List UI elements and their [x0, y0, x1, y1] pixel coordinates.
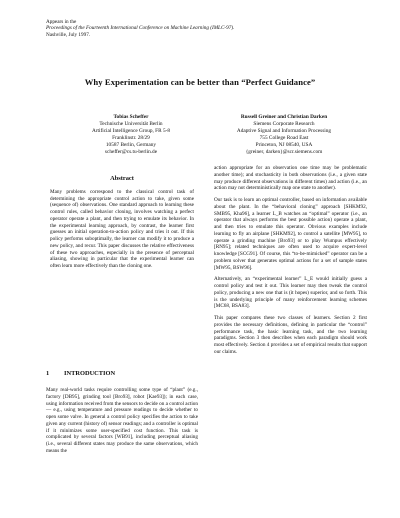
email-line: scheffer@cs.tu-berlin.de [104, 149, 158, 156]
venue-date-line: Nashville, July 1997. [46, 31, 91, 38]
section-number: 1 [46, 370, 50, 377]
appears-line-1: Appears in the [46, 19, 77, 25]
abstract-section [46, 176, 198, 275]
paper-title: Why Experimentation can be better than “Perfect Guidance” [84, 77, 316, 87]
email-line: {greiner, darken}@scr.siemens.com [245, 149, 323, 156]
author-name: Tobias Scheffer [113, 114, 149, 120]
affiliation-line: Artificial Intelligence Group, FR 5-8 [91, 128, 171, 135]
proceedings-line: Proceedings of the Fourteenth International Conference on Machine Learning (IMLC-97). [46, 25, 235, 32]
paragraph: Alternatively, an “experimental learner” L_E would initially guess a control policy and test it out. This learner may then tweak the control policy, producing a new one that is (it hopes) superior, and so forth. This is the underlying principle of many reinforcement learning schemes [MC68, BSA83]. [214, 276, 367, 310]
author-name: Russell Greiner and Christian Darken [240, 114, 328, 120]
section-heading [46, 370, 198, 377]
abstract-text: Many problems correspond to the classical control task of determining the appropriate control action to take, given some (sequence of) observations. One standard approach to learning these control rules, called behavior cloning, involves watching a perfect operator operate a plant, and then trying to emulate its behavior. In the experimental learning approach, by contrast, the learner first guesses an initial operation-to-action policy and tries it out. If this policy performs suboptimally, the learner can modify it to produce a new policy, and recur. This paper discusses the relative effectiveness of these two approaches, especially in the presence of perceptual aliasing, showing in particular that the experimental learner can often learn more effectively than the cloning one. [50, 188, 194, 269]
right-column [214, 165, 367, 361]
paragraph: action appropriate for an observation one time may be problematic another time); and stochasticity in both observations (i.e., a given state may produce different observations in different times) and action (i.e., an action may not deterministically map one state to another). [214, 165, 367, 192]
address-line: 10587 Berlin, Germany [105, 142, 157, 149]
publication-note [46, 19, 366, 38]
address-line: Franklinstr. 28/29 [112, 135, 150, 142]
affiliation-line: Technische Universität Berlin [99, 121, 163, 128]
section-title: INTRODUCTION [64, 370, 116, 377]
affiliation-line: Siemens Corporate Research [253, 121, 315, 128]
address-line: Princeton, NJ 08540, USA [255, 142, 313, 149]
introduction-text: Many real-world tasks require controlling some type of “plant” (e.g., factory [DB95], grinding tool [Bro93], robot [Kae93]); in each case, using information received from the sensors to decide on a control action — e.g., using temperature and pressure readings to decide whether to open some valve. In general a control policy specifies the action to take given any current (history of) sensor readings; and a controller is optimal if it minimizes some user-specified cost function. This task is complicated by several factors [WB91], including perceptual aliasing (i.e., several different states may produce the same observations, which means the [46, 387, 198, 454]
paragraph: This paper compares these two classes of learners. Section 2 first provides the necessary definitions, defining in particular the “control” performance task, the basic learning task, and the two learning paradigms. Section 3 then describes when each paradigm should work most effectively. Section 4 provides a set of empirical results that support our claims. [214, 315, 367, 355]
affiliation-line: Adaptive Signal and Information Processing [236, 128, 332, 135]
abstract-heading: Abstract [110, 175, 134, 182]
paragraph: Our task is to learn an optimal controller, based on information available about the plant. In the “behavioral cloning” approach [SHKM92, SMB95, Kha96], a learner L_B watches an “optimal” operator (i.e., an operator that always performs the best possible action) operate a plant, and then tries to emulate this operator. Obvious examples include learning to fly an airplane [SHKM92], to control a satellite [MW95], to operate a grinding machine [Bro93] or to play Wumpus effectively [RN95]; related techniques are often used to acquire expert-level knowledge [SCG91]. Of course, this “to-be-mimicked” operator can be a problem solver that generates optimal actions for a set of sample states [MW95, BSW96]. [214, 197, 367, 271]
author-block-right [214, 114, 354, 157]
author-block-left [56, 114, 206, 157]
address-line: 755 College Road East [259, 135, 309, 142]
